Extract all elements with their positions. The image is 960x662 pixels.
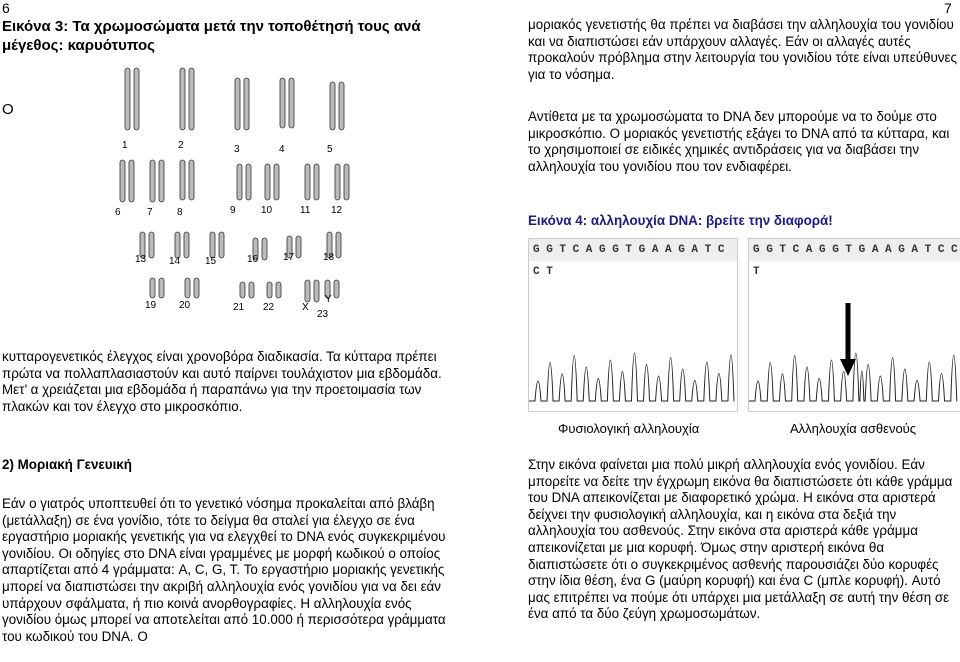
karyotype-label: X <box>302 302 309 313</box>
left-paragraph-2 <box>2 496 447 645</box>
chromatogram-chromosome <box>150 278 155 298</box>
chromatogram-chromosome <box>267 282 272 298</box>
chromatogram-chromosome <box>189 68 194 130</box>
karyotype-image <box>95 60 375 325</box>
karyotype-label: 6 <box>115 207 121 218</box>
karyotype-label: 17 <box>283 252 295 263</box>
figure-4-caption-text: Εικόνα 4: αλληλουχία DNA: βρείτε την διαφορά! <box>528 213 833 228</box>
chromatogram-chromosome <box>289 78 294 128</box>
chromatogram-chromosome <box>120 160 125 202</box>
karyotype-label: 15 <box>205 256 217 267</box>
chromatogram-chromosome <box>194 278 199 298</box>
chromatogram-chromosome <box>240 282 245 298</box>
chromatogram-chromosome <box>246 164 251 200</box>
right-paragraph-1-text: μοριακός γενετιστής θα πρέπει να διαβάσει την αλληλουχία του γονιδίου και να διαπιστώσει εάν υπάρχουν αλλαγές. Εάν οι αλλαγές αυτές προκαλούν πρόβλημα στην λειτουργία του γονιδίου τότε είναι υπεύθυνες για το νόσημα. <box>528 17 957 82</box>
chromatogram-normal-trace <box>529 261 737 409</box>
karyotype-label: 13 <box>135 254 147 265</box>
chromatogram-chromosome <box>262 238 267 260</box>
karyotype-label: 11 <box>300 205 311 216</box>
figure-3-caption: Εικόνα 3: Τα χρωμοσώματα μετά την τοποθέτησή τους ανά μέγεθος: καρυότυπος <box>2 18 421 54</box>
karyotype-label: 3 <box>234 144 240 155</box>
chromatogram-chromosome <box>244 78 249 130</box>
chromatogram-chromosome <box>339 82 344 130</box>
page-number-right: 7 <box>944 0 952 16</box>
karyotype-label: 22 <box>263 302 275 313</box>
chromatogram-chromosome <box>249 282 254 298</box>
karyotype-label: 19 <box>145 300 157 311</box>
karyotype-label: 9 <box>230 205 236 216</box>
right-paragraph-3 <box>528 457 958 623</box>
chromatogram-chromosome <box>175 232 180 258</box>
chromatogram-chromosome <box>334 280 339 298</box>
right-paragraph-1 <box>528 17 958 83</box>
karyotype-label: 4 <box>279 144 285 155</box>
chromatogram-chromosome <box>314 164 319 200</box>
right-paragraph-3-text: Στην εικόνα φαίνεται μια πολύ μικρή αλληλουχία ενός γονιδίου. Εάν μπορείτε να δείτε την έγχρωμη εικόνα θα διαπιστώσετε ότι κάθε γράμμα του DNA απεικονίζεται με διαφορετικό χρώμα. Η εικόνα στα αριστερά δείχνει την φυσιολογική αλληλουχία, και η εικόνα στα δεξιά την αλληλουχία του ασθενούς. Στην εικόνα στα αριστερά κάθε γράμμα απεικονίζεται με μια κορυφή. Όμως στην αριστερή εικόνα θα διαπιστώσετε ότι ο συγκεκριμένος ασθενής παρουσιάζει δύο κορυφές στην ίδια θέση, ένα G (μαύρη κορυφή) και ένα C (μπλε κορυφή). Αυτό μας επιτρέπει να πούμε ότι υπάρχει μια μετάλλαξη σε αυτή την θέση σε ένα από τα δύο ζεύγη χρωμοσωμάτων. <box>528 457 953 622</box>
karyotype-label: 21 <box>233 302 245 313</box>
chromatogram-chromosome <box>185 278 190 298</box>
karyotype-label: 2 <box>178 140 184 151</box>
chromatogram-chromosome <box>237 164 242 200</box>
chromatogram-chromosome <box>159 278 164 298</box>
right-paragraph-2-text: Αντίθετα με τα χρωμοσώματα το DNA δεν μπορούμε να το δούμε στο μικροσκόπιο. Ο μοριακός γενετιστής εξάγει το DNA από τα κύτταρα, και το χρησιμοποιεί σε ειδικές χημικές αντιδράσεις για να διαβάσει την αλληλουχία του γονιδίου που τον ενδιαφέρει. <box>528 109 950 174</box>
chromatogram-chromosome <box>125 68 130 130</box>
chromatogram-patient-trace <box>749 261 960 409</box>
page-number-left: 6 <box>2 0 10 16</box>
chromatogram-chromosome <box>150 160 155 202</box>
karyotype-label: 12 <box>331 205 343 216</box>
chromatogram-chromosome <box>235 78 240 130</box>
chromatogram-chromosome <box>296 236 301 258</box>
stray-letter: Ο <box>2 101 14 118</box>
left-paragraph-2-text: Εάν ο γιατρός υποπτευθεί ότι το γενετικό νόσημα προκαλείται από βλάβη (μετάλλαξη) σε ένα γονίδιο, τότε το δείγμα θα σταλεί για έλεγχο σε ένα εργαστήριο μοριακής γενετικής για να ελεγχθεί το DNA ενός συγκεκριμένου γονιδίου. Οι οδηγίες στο DNA είναι γραμμένες με μορφή κωδικού ο οποίος απαρτίζεται από 4 γράμματα: A, C, G, T. Το εργαστήριο μοριακής γενετικής μπορεί να διαπιστώσει την ακριβή αλληλουχία ενός γονιδίου για να δει εάν υπάρχουν σφάλματα, ή πιο κοινά ανορθογραφίες. Η αλληλουχία ενός γονιδίου όμως μπορεί να αποτελείται από 10.000 ή περισσότερα γράμματα του κωδικού του DNA. Ο <box>2 496 446 644</box>
karyotype-label: 7 <box>147 207 153 218</box>
figure-4-caption <box>528 213 833 228</box>
karyotype-label: Y <box>325 294 332 305</box>
chromatogram-chromosome <box>314 280 319 302</box>
chromatogram-chromosome <box>305 280 310 302</box>
karyotype-label: 16 <box>247 254 259 265</box>
sequence-patient: G G T C A G G T G A A G A T C C T <box>749 239 960 261</box>
chromatogram-chromosome <box>335 164 340 200</box>
left-paragraph-1-text: κυτταρογενετικός έλεγχος είναι χρονοβόρα διαδικασία. Τα κύτταρα πρέπει πρώτα να πολλαπλασιαστούν και αυτό παίρνει τουλάχιστον μια εβδομάδα. Μετ’ α χρειάζεται μια εβδομάδα ή παραπάνω για την προετοιμασία των πλακών και τον έλεγχο στο μικροσκόπιο. <box>2 349 442 414</box>
mutation-arrow <box>840 303 856 376</box>
left-paragraph-1 <box>2 349 447 415</box>
karyotype-label: 23 <box>317 309 329 320</box>
karyotype-label: 5 <box>327 144 333 155</box>
chromatogram-chromosome <box>274 164 279 200</box>
chromatogram-chromosome <box>219 232 224 258</box>
chromatogram-chromosome <box>129 160 134 202</box>
label-patient-sequence: Αλληλουχία ασθενούς <box>790 421 917 436</box>
karyotype-label: 8 <box>177 207 183 218</box>
chromatogram-chromosome <box>184 232 189 258</box>
right-paragraph-2 <box>528 109 958 175</box>
chromatogram-chromosome <box>210 232 215 258</box>
karyotype-label: 1 <box>122 140 128 151</box>
chromatogram-chromosome <box>159 160 164 202</box>
chromatogram-chromosome <box>180 68 185 130</box>
chromatogram-chromosome <box>149 232 154 258</box>
chromatogram-chromosome <box>276 282 281 298</box>
chromatogram-chromosome <box>189 160 194 200</box>
chromatogram-chromosome <box>180 160 185 200</box>
sequence-normal: G G T C A G G T G A A G A T C C T <box>529 239 737 261</box>
section-heading: 2) Μοριακή Γενευική <box>2 457 132 472</box>
karyotype-label: 18 <box>323 252 335 263</box>
chromatogram-chromosome <box>344 164 349 200</box>
chromatogram-chromosome <box>265 164 270 200</box>
chromatogram-normal <box>528 238 738 412</box>
karyotype-label: 14 <box>169 256 181 267</box>
karyotype-label: 20 <box>179 300 191 311</box>
label-normal-sequence: Φυσιολογική αλληλουχία <box>558 421 700 436</box>
karyotype-label: 10 <box>261 205 273 216</box>
chromatogram-chromosome <box>336 232 341 258</box>
chromatogram-chromosome <box>134 68 139 130</box>
chromatogram-chromosome <box>280 78 285 128</box>
chromatogram-chromosome <box>330 82 335 130</box>
chromatogram-chromosome <box>305 164 310 200</box>
chromatogram-patient <box>748 238 960 412</box>
